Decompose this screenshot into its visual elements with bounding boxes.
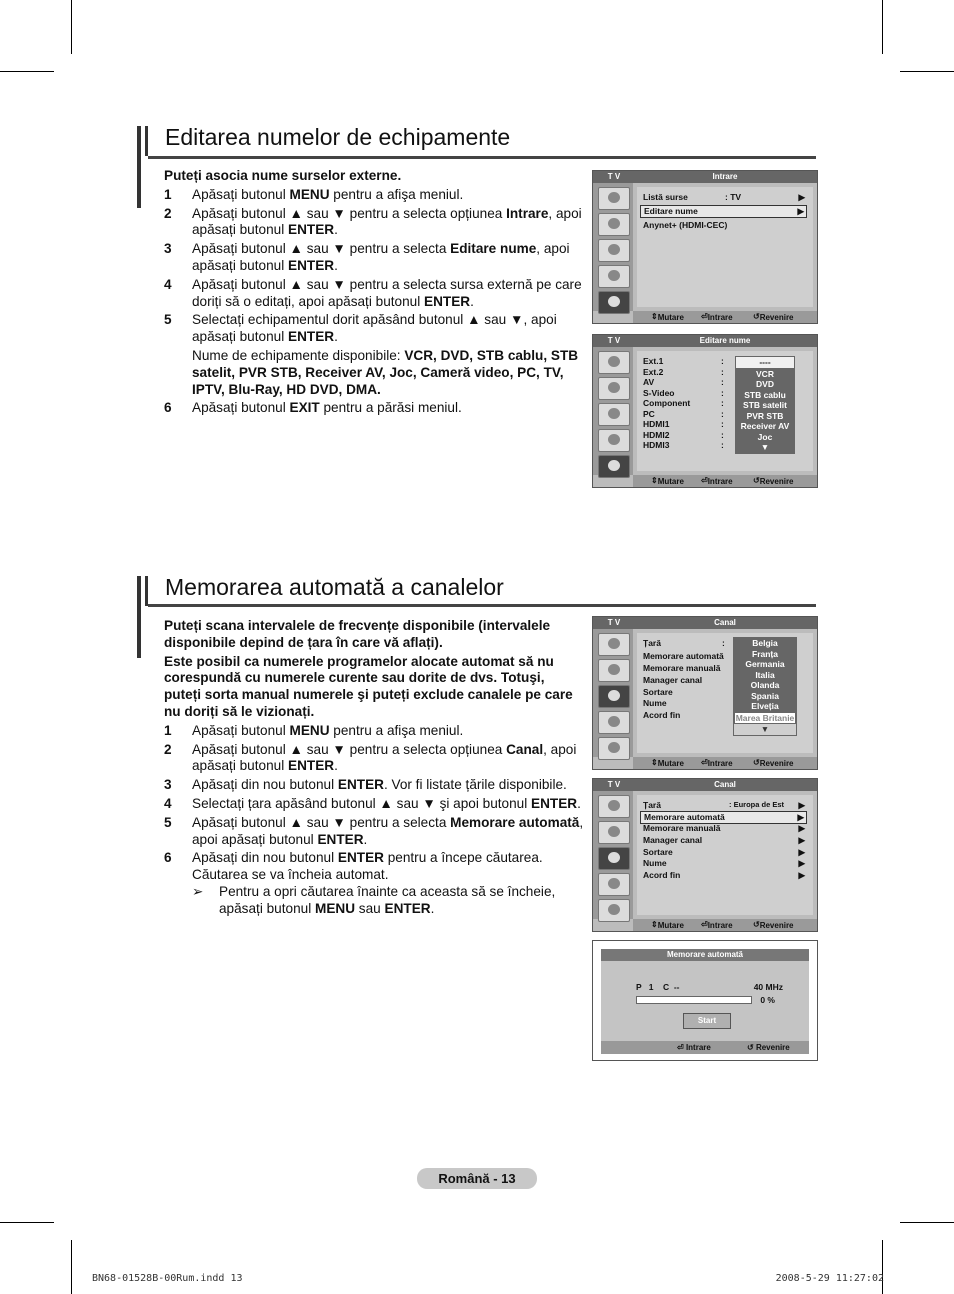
arrow-right-icon: ▶	[798, 870, 805, 880]
program-readout: P 1 C --	[636, 982, 680, 992]
menu-label[interactable]: Manager canal	[643, 675, 703, 685]
colon: :	[721, 429, 724, 440]
list-item[interactable]: PVR STB	[736, 411, 794, 422]
step-number: 2	[164, 741, 172, 757]
country-item[interactable]: Elveția	[734, 701, 796, 712]
section-title: Editarea numelor de echipamente	[165, 124, 511, 150]
step	[164, 777, 584, 794]
step	[164, 742, 584, 776]
country-item[interactable]: Olanda	[734, 680, 796, 691]
step-text: Apăsați butonul ▲ sau ▼ pentru a selecta opțiunea Canal, apoi apăsați butonul ENTER.	[192, 741, 577, 774]
channel-icon[interactable]	[598, 685, 630, 708]
tv-screen-auto-store	[592, 940, 818, 1061]
list-item[interactable]: STB satelit	[736, 400, 794, 411]
arrow-right-icon: ▶	[797, 812, 804, 822]
picture-icon[interactable]	[598, 187, 630, 210]
menu-row[interactable]: Listă surse : TV ▶	[643, 192, 805, 202]
screen-main	[637, 633, 813, 753]
menu-label[interactable]: Memorare automată	[643, 651, 724, 661]
step-number: 5	[164, 312, 172, 328]
source-label: HDMI2	[643, 429, 670, 440]
move-hint: ⇕ Mutare	[651, 758, 684, 768]
tv-label: T V	[607, 780, 621, 789]
crop-mark	[900, 1222, 954, 1223]
section-rule	[148, 156, 816, 159]
return-hint: ↺ Revenire	[753, 476, 794, 486]
country-item[interactable]: Italia	[734, 670, 796, 681]
move-hint: ⇕ Mutare	[651, 312, 684, 322]
source-label: Ext.2	[643, 366, 664, 377]
step-text: Apăsați butonul ▲ sau ▼ pentru a selecta sursa externă pe care doriți să o editați, apoi apăsați butonul ENTER.	[192, 276, 582, 309]
menu-row[interactable]: Memorare manuală ▶	[643, 823, 805, 833]
return-hint: ↺ Revenire	[753, 758, 794, 768]
enter-hint: ⏎ Intrare	[701, 476, 733, 486]
menu-sidebar	[593, 347, 633, 475]
menu-label[interactable]: Țară	[643, 638, 661, 648]
screen-main	[637, 795, 813, 915]
screen-main	[637, 187, 813, 307]
step	[164, 815, 584, 849]
enter-hint: ⏎ Intrare	[701, 312, 733, 322]
country-item[interactable]: Marea Britanie	[735, 712, 795, 723]
colon: :	[721, 398, 724, 408]
screen-inner	[601, 949, 809, 1054]
picture-icon[interactable]	[598, 351, 630, 374]
picture-icon[interactable]	[598, 795, 630, 818]
list-item[interactable]: ----	[736, 357, 794, 369]
sound-icon[interactable]	[598, 377, 630, 400]
section2-steps	[164, 723, 584, 884]
start-button[interactable]: Start	[683, 1013, 731, 1029]
step	[164, 206, 584, 240]
source-label: S-Video	[643, 387, 675, 398]
menu-row[interactable]: Țară : Europa de Est ▶	[643, 800, 805, 810]
return-hint: ↺ Revenire	[753, 312, 794, 322]
source-label: Component	[643, 398, 691, 408]
tv-label: T V	[607, 172, 621, 181]
setup-icon[interactable]	[598, 711, 630, 734]
arrow-right-icon: ▶	[798, 192, 805, 202]
colon: :	[721, 440, 724, 450]
input-icon[interactable]	[598, 455, 630, 478]
step-text: Apăsați butonul ▲ sau ▼ pentru a selecta Memorare automată, apoi apăsați butonul ENTER.	[192, 814, 584, 847]
source-label: PC	[643, 408, 655, 419]
device-list[interactable]	[735, 356, 795, 454]
colon: :	[721, 419, 724, 429]
percent-readout: 0 %	[760, 995, 775, 1005]
screen-footer	[633, 919, 817, 931]
step	[164, 796, 584, 813]
step	[164, 400, 584, 417]
setup-icon[interactable]	[598, 429, 630, 452]
step-number: 6	[164, 850, 172, 866]
sound-icon[interactable]	[598, 213, 630, 236]
channel-icon[interactable]	[598, 403, 630, 426]
screen-title: Editare nume	[699, 336, 751, 345]
crop-mark	[882, 0, 883, 54]
step	[164, 723, 584, 740]
step-number: 5	[164, 814, 172, 830]
return-hint: ↺ Revenire	[753, 920, 794, 930]
section-bar	[137, 576, 141, 658]
crop-mark	[882, 1240, 883, 1294]
progress-bar	[636, 996, 752, 1004]
page-number: Română - 13	[417, 1168, 537, 1189]
crop-mark	[71, 0, 72, 54]
screen-title: Canal	[714, 780, 736, 789]
note-arrow-icon: ➢	[192, 883, 204, 899]
section2-intro2: Este posibil ca numerele programelor alocate automat să nu corespundă cu numerele curente sau dorite de dvs. Totuşi, puteți sorta manual numerele şi puteți exclude canalele pe care nu doriți să le vizionați.	[164, 653, 573, 719]
step-text: Apăsați din nou butonul ENTER pentru a începe căutarea. Căutarea se va încheia automat.	[192, 850, 543, 883]
step-number: 3	[164, 777, 172, 793]
step	[164, 850, 584, 884]
step-text: Selectați echipamentul dorit apăsând butonul ▲ sau ▼, apoi apăsați butonul ENTER.	[192, 312, 557, 345]
section-bar	[145, 576, 148, 606]
list-item[interactable]: Joc	[736, 432, 794, 443]
step	[164, 241, 584, 275]
menu-label[interactable]: Memorare manuală	[643, 663, 721, 673]
country-item[interactable]: Franța	[734, 649, 796, 660]
frequency-readout: 40 MHz	[753, 982, 783, 992]
crop-mark	[0, 71, 54, 72]
tv-screen-intrare	[592, 170, 818, 324]
step	[164, 348, 584, 398]
step-number: 1	[164, 186, 172, 202]
menu-row[interactable]: Nume ▶	[643, 858, 805, 868]
screen-header	[593, 779, 817, 791]
step-number: 3	[164, 241, 172, 257]
list-item[interactable]: VCR	[736, 369, 794, 380]
input-icon[interactable]	[598, 291, 630, 314]
colon: :	[721, 408, 724, 419]
step-text: Apăsați din nou butonul ENTER. Vor fi listate țările disponibile.	[192, 777, 567, 793]
country-item[interactable]: Germania	[734, 659, 796, 670]
menu-label[interactable]: Sortare	[643, 687, 673, 697]
list-item[interactable]: Receiver AV	[736, 421, 794, 432]
input-icon[interactable]	[598, 899, 630, 922]
list-item[interactable]: DVD	[736, 379, 794, 390]
section-bar	[137, 126, 141, 208]
step-number	[164, 348, 192, 398]
crop-mark	[71, 1240, 72, 1294]
enter-hint: ⏎ Intrare	[677, 1043, 711, 1052]
menu-row-selected[interactable]: Memorare automată ▶	[640, 811, 807, 824]
menu-row[interactable]: Sortare ▶	[643, 847, 805, 857]
tv-screen-editare-nume	[592, 334, 818, 488]
menu-row-selected[interactable]: Editare nume ▶	[640, 205, 807, 218]
step-text: Apăsați butonul EXIT pentru a părăsi meniul.	[192, 400, 462, 416]
tv-label: T V	[607, 618, 621, 627]
country-list[interactable]	[733, 637, 797, 736]
arrow-right-icon: ▶	[798, 823, 805, 833]
country-item[interactable]: Belgia	[734, 638, 796, 649]
step-number: 2	[164, 205, 172, 221]
step-number: 4	[164, 276, 172, 292]
enter-hint: ⏎ Intrare	[701, 920, 733, 930]
section1-steps	[164, 187, 584, 417]
colon: :	[721, 387, 724, 398]
screen-header	[593, 335, 817, 347]
step	[164, 187, 584, 204]
list-item[interactable]: STB cablu	[736, 390, 794, 401]
menu-sidebar	[593, 791, 633, 919]
menu-sidebar	[593, 629, 633, 757]
country-item[interactable]: Spania	[734, 691, 796, 702]
colon: :	[721, 377, 724, 387]
note-text: Pentru a opri căutarea înainte ca aceasta să se încheie, apăsați butonul MENU sau ENTER.	[219, 883, 556, 916]
crop-mark	[0, 1222, 54, 1223]
screen-footer	[633, 475, 817, 487]
step-text: Apăsați butonul ▲ sau ▼ pentru a selecta opțiunea Intrare, apoi apăsați butonul ENTER.	[192, 205, 582, 238]
return-hint: ↺ Revenire	[747, 1043, 790, 1052]
arrow-right-icon: ▶	[798, 800, 805, 810]
step-text: Apăsați butonul ▲ sau ▼ pentru a selecta Editare nume, apoi apăsați butonul ENTER.	[192, 241, 570, 273]
colon: :	[721, 366, 724, 377]
section2-intro: Puteți scana intervalele de frecvențe disponibile (intervalele disponibile depind de țara în care vă aflați).	[164, 618, 551, 650]
section2-text	[164, 618, 584, 918]
setup-icon[interactable]	[598, 873, 630, 896]
source-label: HDMI3	[643, 440, 670, 450]
step-text: Apăsați butonul MENU pentru a afişa meniul.	[192, 186, 464, 202]
screen-title: Memorare automată	[601, 949, 809, 961]
screen-header	[593, 171, 817, 183]
screen-title: Canal	[714, 618, 736, 627]
menu-row[interactable]: Acord fin ▶	[643, 870, 805, 880]
country-item[interactable]: ▼	[734, 724, 796, 735]
step-number: 6	[164, 400, 172, 416]
tv-screen-canal	[592, 778, 818, 932]
menu-sidebar	[593, 183, 633, 311]
sound-icon[interactable]	[598, 821, 630, 844]
arrow-right-icon: ▶	[798, 835, 805, 845]
screen-header	[593, 617, 817, 629]
section2-note	[192, 884, 584, 918]
source-label: AV	[643, 377, 655, 387]
setup-icon[interactable]	[598, 265, 630, 288]
arrow-right-icon: ▶	[798, 858, 805, 868]
sound-icon[interactable]	[598, 659, 630, 682]
step-number: 1	[164, 722, 172, 738]
arrow-right-icon: ▶	[798, 847, 805, 857]
colon: :	[721, 356, 724, 366]
step-text: Apăsați butonul MENU pentru a afişa meniul.	[192, 722, 464, 738]
screen-footer	[633, 757, 817, 769]
section-bar	[145, 126, 148, 156]
colon: :	[722, 638, 725, 648]
section1-intro: Puteți asocia nume surselor externe.	[164, 168, 402, 183]
section-title: Memorarea automată a canalelor	[165, 574, 504, 600]
section1-text	[164, 168, 584, 417]
step	[164, 277, 584, 311]
source-label: HDMI1	[643, 419, 670, 429]
screen-title: Intrare	[712, 172, 738, 181]
step	[164, 312, 584, 346]
slug-date: 2008-5-29 11:27:02	[775, 1273, 884, 1284]
move-hint: ⇕ Mutare	[651, 476, 684, 486]
source-label: Ext.1	[643, 356, 664, 366]
screen-footer	[601, 1041, 809, 1054]
screen-footer	[633, 311, 817, 323]
crop-mark	[900, 71, 954, 72]
step-text: Nume de echipamente disponibile: VCR, DVD, STB cablu, STB satelit, PVR STB, Receiver AV, Joc, Cameră video, PC, TV, IPTV, Blu-Ray, HD DVD, DMA.	[192, 347, 579, 397]
menu-row[interactable]: Anynet+ (HDMI-CEC)	[643, 220, 728, 230]
slug-file: BN68-01528B-00Rum.indd 13	[92, 1273, 243, 1284]
tv-label: T V	[607, 336, 621, 345]
menu-label[interactable]: Acord fin	[643, 710, 681, 720]
list-item[interactable]: ▼	[736, 442, 794, 453]
channel-icon[interactable]	[598, 239, 630, 262]
section-rule	[148, 604, 816, 607]
menu-label[interactable]: Nume	[643, 698, 667, 708]
step-text: Selectați țara apăsând butonul ▲ sau ▼ şi apoi butonul ENTER.	[192, 795, 581, 811]
screen-main	[637, 351, 813, 471]
arrow-right-icon: ▶	[797, 206, 804, 216]
step-number: 4	[164, 795, 172, 811]
enter-hint: ⏎ Intrare	[701, 758, 733, 768]
picture-icon[interactable]	[598, 633, 630, 656]
move-hint: ⇕ Mutare	[651, 920, 684, 930]
channel-icon[interactable]	[598, 847, 630, 870]
menu-row[interactable]: Manager canal ▶	[643, 835, 805, 845]
tv-screen-canal-countries	[592, 616, 818, 770]
input-icon[interactable]	[598, 737, 630, 760]
